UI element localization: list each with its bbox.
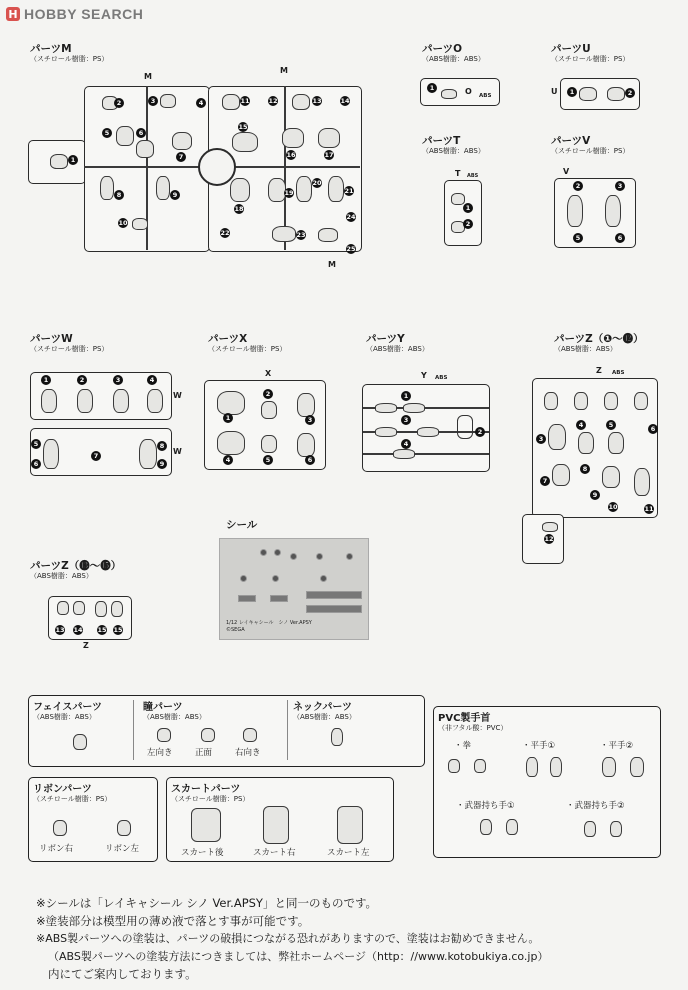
fist-piece: [474, 759, 486, 773]
part-number: 6: [305, 455, 315, 465]
eye-parts-material: （ABS樹脂：ABS）: [143, 713, 206, 721]
parts-u-heading: [551, 43, 629, 64]
parts-z2-heading: [30, 560, 121, 581]
flat-hand-piece: [602, 757, 616, 777]
sprue-tag: M: [280, 66, 288, 75]
note-line: ※ABS製パーツへの塗装は、パーツの破損につながる恐れがありますので、塗装はお勧めできません。: [36, 932, 540, 945]
eye-label-right: 右向き: [235, 748, 261, 758]
part-piece: [548, 424, 566, 450]
part-piece: [139, 439, 157, 469]
part-piece: [222, 94, 240, 110]
part-piece: [375, 403, 397, 413]
part-number: 2: [77, 375, 87, 385]
part-number: 1: [427, 83, 437, 93]
sprue-tag: T: [455, 169, 461, 178]
parts-m-title: パーツM: [30, 43, 72, 55]
parts-y-sprue: [362, 371, 490, 472]
fist-piece: [448, 759, 460, 773]
divider: [287, 700, 288, 760]
part-number: 5: [606, 420, 616, 430]
sticker-dot: [346, 553, 353, 560]
eye-parts-title: 瞳パーツ: [143, 702, 183, 713]
parts-o-material: （ABS樹脂：ABS）: [422, 55, 485, 63]
skirt-parts-title: スカートパーツ: [171, 784, 241, 795]
weapon-hand-piece: [610, 821, 622, 837]
part-number: 6: [31, 459, 41, 469]
pvc-hands-material: （非フタル酸：PVC）: [438, 724, 508, 732]
part-number: 15: [238, 123, 248, 131]
parts-x-sprue: [204, 369, 326, 470]
logo-mark-icon: H: [6, 7, 20, 21]
sprue-tag: W: [173, 391, 182, 400]
part-piece: [261, 435, 277, 453]
part-number: 5: [573, 233, 583, 243]
part-piece: [50, 154, 68, 169]
parts-v-title: パーツV: [551, 135, 591, 147]
part-number: 7: [176, 152, 186, 162]
weapon-hand-piece: [584, 821, 596, 837]
parts-w-heading: [30, 333, 108, 354]
sprue-tag: O: [465, 87, 472, 96]
part-piece: [217, 431, 245, 455]
part-number: 2: [263, 389, 273, 399]
skirt-left-label: スカート左: [327, 848, 370, 858]
eye-part-piece: [243, 728, 257, 742]
part-piece: [604, 392, 618, 410]
part-piece: [457, 415, 473, 439]
parts-x-heading: [208, 333, 286, 354]
part-number: 19: [284, 189, 294, 197]
ribbon-parts-box: [28, 777, 158, 862]
pvc-hands-box: [433, 706, 661, 858]
part-number: 25: [346, 245, 356, 253]
note-line: （ABS製パーツへの塗装方法につきましては、弊社ホームページ（http：//www.kotobukiya.co.jp）: [48, 950, 549, 963]
weapon-hand-piece: [480, 819, 492, 835]
part-number: 4: [576, 420, 586, 430]
ribbon-right-label: リボン右: [39, 844, 74, 854]
part-piece: [605, 195, 621, 227]
skirt-piece: [337, 806, 363, 844]
flat-hand-piece: [630, 757, 644, 777]
parts-w-sprue-top: [30, 372, 182, 420]
part-number: 13: [55, 626, 65, 634]
part-number: 2: [114, 98, 124, 108]
face-eye-neck-box: [28, 695, 425, 767]
site-logo: [6, 6, 143, 22]
part-number: 7: [540, 476, 550, 486]
part-number: 15: [113, 626, 123, 634]
parts-m-sprue: [28, 66, 378, 270]
parts-z2-sprue: [48, 596, 132, 650]
part-piece: [41, 389, 57, 413]
skirt-piece: [263, 806, 289, 844]
part-number: 9: [170, 190, 180, 200]
sticker-strip: [270, 595, 288, 602]
parts-x-title: パーツX: [208, 333, 248, 345]
eye-label-left: 左向き: [147, 748, 173, 758]
parts-y-title: パーツY: [366, 333, 405, 345]
fist-label: ・拳: [454, 741, 472, 751]
part-number: 1: [401, 391, 411, 401]
part-piece: [160, 94, 176, 108]
part-number: 22: [220, 229, 230, 237]
part-number: 9: [157, 459, 167, 469]
part-number: 3: [536, 434, 546, 444]
part-number: 1: [463, 203, 473, 213]
part-number: 3: [148, 96, 158, 106]
parts-v-sprue: [554, 167, 636, 248]
flat-hand-piece: [550, 757, 562, 777]
part-piece: [172, 132, 192, 150]
face-parts-title: フェイスパーツ: [33, 702, 102, 713]
parts-z2-material: （ABS樹脂：ABS）: [30, 572, 93, 580]
part-number: 13: [312, 97, 322, 105]
sticker-dot: [290, 553, 297, 560]
part-piece: [403, 403, 425, 413]
neck-parts-title: ネックパーツ: [293, 702, 352, 713]
parts-w-material: （スチロール樹脂：PS）: [30, 345, 109, 353]
seal-sheet: [219, 538, 369, 640]
abs-mark: ABS: [479, 93, 492, 99]
sprue-tag: U: [551, 87, 558, 96]
part-number: 8: [580, 464, 590, 474]
part-piece: [318, 228, 338, 242]
part-piece: [579, 87, 597, 101]
logo-text: HOBBY SEARCH: [24, 6, 144, 22]
part-number: 6: [648, 424, 658, 434]
skirt-right-label: スカート右: [253, 848, 296, 858]
part-piece: [608, 432, 624, 454]
sprue-tag: X: [265, 369, 272, 378]
skirt-piece: [191, 808, 221, 842]
part-piece: [451, 193, 465, 205]
seal-title: シール: [226, 519, 258, 531]
part-piece: [156, 176, 170, 200]
neck-parts-material: （ABS樹脂：ABS）: [293, 713, 356, 721]
sticker-dot: [274, 549, 281, 556]
part-number: 21: [344, 187, 354, 195]
part-piece: [132, 218, 148, 230]
part-number: 9: [590, 490, 600, 500]
part-piece: [95, 601, 107, 617]
seal-copyright: ©SEGA: [226, 627, 245, 633]
parts-v-heading: [551, 135, 629, 156]
note-line: ※シールは「レイキャシール シノ Ver.APSY」と同一のものです。: [36, 896, 378, 910]
part-piece: [634, 392, 648, 410]
part-piece: [542, 522, 558, 532]
part-piece: [73, 601, 85, 615]
sprue-tag: M: [144, 72, 152, 81]
part-piece: [272, 226, 296, 242]
part-number: 4: [401, 439, 411, 449]
part-number: 4: [147, 375, 157, 385]
part-number: 4: [196, 98, 206, 108]
parts-w-title: パーツW: [30, 333, 73, 345]
parts-w-sprue-bottom: [30, 428, 182, 476]
part-number: 12: [544, 535, 554, 543]
part-piece: [292, 94, 310, 110]
part-number: 3: [305, 415, 315, 425]
part-number: 6: [615, 233, 625, 243]
parts-z1-sprue: [522, 366, 666, 562]
part-number: 16: [286, 151, 296, 159]
part-number: 5: [31, 439, 41, 449]
part-number: 17: [324, 151, 334, 159]
sticker-dot: [240, 575, 247, 582]
eye-part-piece: [201, 728, 215, 742]
abs-mark: ABS: [435, 375, 448, 381]
part-piece: [441, 89, 457, 99]
part-number: 1: [41, 375, 51, 385]
part-piece: [232, 132, 258, 152]
part-piece: [602, 466, 620, 488]
note-line: 内にてご案内しております。: [48, 967, 197, 981]
part-number: 7: [91, 451, 101, 461]
sprue-tag: Y: [421, 371, 427, 380]
sprue-tag: W: [173, 447, 182, 456]
neck-part-piece: [331, 728, 343, 746]
part-piece: [282, 128, 304, 148]
part-piece: [296, 176, 312, 202]
note-line: ※塗装部分は模型用の薄め液で落とす事が可能です。: [36, 914, 310, 928]
part-piece: [318, 128, 340, 148]
parts-m-heading: [30, 43, 108, 64]
parts-x-material: （スチロール樹脂：PS）: [208, 345, 287, 353]
eye-label-front: 正面: [195, 748, 213, 758]
part-number: 20: [312, 179, 322, 187]
seal-caption: 1/12 レイキャシール シノ Ver.APSY: [226, 620, 312, 626]
part-piece: [116, 126, 134, 146]
parts-o-title: パーツO: [422, 43, 463, 55]
part-number: 1: [567, 87, 577, 97]
part-number: 15: [97, 626, 107, 634]
ribbon-left-label: リボン左: [105, 844, 140, 854]
parts-t-title: パーツT: [422, 135, 461, 147]
parts-y-material: （ABS樹脂：ABS）: [366, 345, 429, 353]
part-number: 2: [463, 219, 473, 229]
part-number: 14: [73, 626, 83, 634]
sticker-strip: [306, 605, 362, 613]
part-piece: [111, 601, 123, 617]
face-part-piece: [73, 734, 87, 750]
part-piece: [574, 392, 588, 410]
eye-part-piece: [157, 728, 171, 742]
flat-hand-2-label: ・平手②: [600, 741, 634, 751]
part-piece: [136, 140, 154, 158]
ribbon-parts-title: リボンパーツ: [33, 784, 92, 795]
part-number: 3: [113, 375, 123, 385]
part-number: 23: [296, 231, 306, 239]
part-piece: [147, 389, 163, 413]
weapon-hand-2-label: ・武器持ち手②: [566, 801, 625, 811]
ribbon-piece: [117, 820, 131, 836]
parts-z2-title: パーツZ（⓭～⓯）: [30, 560, 122, 572]
part-number: 5: [102, 128, 112, 138]
parts-y-heading: [366, 333, 429, 354]
ribbon-parts-material: （スチロール樹脂：PS）: [33, 795, 112, 803]
skirt-back-label: スカート後: [181, 848, 224, 858]
part-number: 10: [608, 503, 618, 511]
parts-u-sprue: [551, 78, 640, 110]
part-number: 5: [263, 455, 273, 465]
parts-t-heading: [422, 135, 485, 156]
part-number: 14: [340, 97, 350, 105]
sticker-strip: [306, 591, 362, 599]
part-piece: [544, 392, 558, 410]
parts-z1-material: （ABS樹脂：ABS）: [554, 345, 617, 353]
part-number: 8: [114, 190, 124, 200]
parts-m-material: （スチロール樹脂：PS）: [30, 55, 109, 63]
sticker-dot: [272, 575, 279, 582]
part-piece: [375, 427, 397, 437]
part-piece: [100, 176, 114, 200]
part-piece: [567, 195, 583, 227]
part-number: 10: [118, 219, 128, 227]
runner-hub: [198, 148, 236, 186]
abs-mark: ABS: [612, 370, 625, 376]
part-piece: [328, 176, 344, 202]
sticker-dot: [316, 553, 323, 560]
sticker-dot: [260, 549, 267, 556]
skirt-parts-material: （スチロール樹脂：PS）: [171, 795, 250, 803]
part-number: 24: [346, 213, 356, 221]
divider: [133, 700, 134, 760]
runner-bar: [363, 453, 489, 455]
pvc-hands-title: PVC製手首: [438, 713, 491, 724]
part-piece: [43, 439, 59, 469]
part-piece: [552, 464, 570, 486]
parts-v-material: （スチロール樹脂：PS）: [551, 147, 630, 155]
part-piece: [230, 178, 250, 202]
part-piece: [634, 468, 650, 496]
parts-u-title: パーツU: [551, 43, 591, 55]
part-number: 18: [234, 205, 244, 213]
part-piece: [393, 449, 415, 459]
weapon-hand-1-label: ・武器持ち手①: [456, 801, 515, 811]
part-piece: [268, 178, 286, 202]
skirt-parts-box: [166, 777, 394, 862]
part-piece: [417, 427, 439, 437]
part-number: 4: [223, 455, 233, 465]
part-piece: [57, 601, 69, 615]
parts-z1-heading: [554, 333, 644, 354]
part-piece: [77, 389, 93, 413]
part-number: 8: [157, 441, 167, 451]
part-number: 6: [136, 128, 146, 138]
sprue-frame: [522, 514, 564, 564]
sprue-tag: V: [563, 167, 570, 176]
face-parts-material: （ABS樹脂：ABS）: [33, 713, 96, 721]
parts-u-material: （スチロール樹脂：PS）: [551, 55, 630, 63]
part-number: 2: [625, 88, 635, 98]
part-number: 1: [223, 413, 233, 423]
parts-t-material: （ABS樹脂：ABS）: [422, 147, 485, 155]
sprue-tag: M: [328, 260, 336, 269]
parts-o-sprue: [420, 78, 500, 106]
parts-o-heading: [422, 43, 485, 64]
sticker-strip: [238, 595, 256, 602]
sticker-dot: [320, 575, 327, 582]
part-number: 2: [573, 181, 583, 191]
part-piece: [217, 391, 245, 415]
part-piece: [297, 433, 315, 457]
flat-hand-1-label: ・平手①: [522, 741, 556, 751]
part-number: 12: [268, 97, 278, 105]
part-number: 3: [615, 181, 625, 191]
abs-mark: ABS: [467, 173, 479, 179]
sprue-tag: Z: [596, 366, 602, 375]
flat-hand-piece: [526, 757, 538, 777]
part-number: 1: [68, 155, 78, 165]
part-number: 2: [475, 427, 485, 437]
part-number: 11: [240, 97, 250, 105]
parts-t-sprue: [444, 169, 482, 246]
ribbon-piece: [53, 820, 67, 836]
part-piece: [261, 401, 277, 419]
part-piece: [578, 432, 594, 454]
sprue-tag: Z: [83, 641, 89, 650]
part-piece: [607, 87, 625, 101]
part-number: 3: [401, 415, 411, 425]
part-piece: [113, 389, 129, 413]
weapon-hand-piece: [506, 819, 518, 835]
parts-z1-title: パーツZ（❶～⓬）: [554, 333, 644, 345]
part-piece: [297, 393, 315, 417]
part-number: 11: [644, 505, 654, 513]
